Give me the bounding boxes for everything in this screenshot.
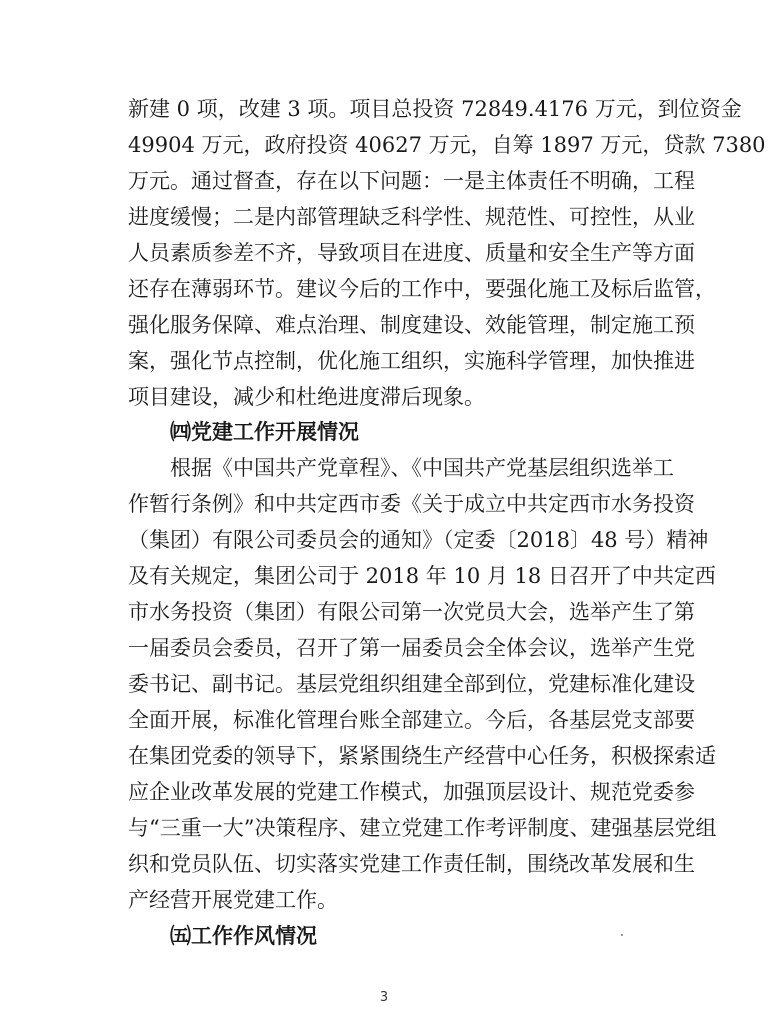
paragraph-line: 一届委员会委员，召开了第一届委员会全体会议，选举产生党 <box>128 636 695 660</box>
paragraph-line: 产经营开展党建工作。 <box>128 888 338 912</box>
paragraph-line: 委书记、副书记。基层党组织组建全部到位，党建标准化建设 <box>128 672 695 696</box>
section-heading: ㈣党建工作开展情况 <box>170 419 359 444</box>
paragraph-line: 新建 0 项，改建 3 项。项目总投资 72849.4176 万元，到位资金 <box>128 97 742 121</box>
paragraph-line: 及有关规定，集团公司于 2018 年 10 月 18 日召开了中共定西 <box>128 564 716 588</box>
paragraph-line: 市水务投资（集团）有限公司第一次党员大会，选举产生了第 <box>128 600 695 624</box>
paragraph-line: 强化服务保障、难点治理、制度建设、效能管理，制定施工预 <box>128 313 695 337</box>
paragraph-line: 与“三重一大”决策程序、建立党建工作考评制度、建强基层党组 <box>128 816 717 840</box>
paragraph-line: 人员素质参差不齐，导致项目在进度、质量和安全生产等方面 <box>128 241 695 265</box>
paragraph-line: （集团）有限公司委员会的通知》（定委〔2018〕48 号）精神 <box>128 528 709 552</box>
paragraph-line: 在集团党委的领导下，紧紧围绕生产经营中心任务，积极探索适 <box>128 744 716 768</box>
paragraph-line: 项目建设，减少和杜绝进度滞后现象。 <box>128 385 485 409</box>
scan-speck <box>621 934 623 936</box>
paragraph-line: 全面开展，标准化管理台账全部建立。今后，各基层党支部要 <box>128 708 695 732</box>
paragraph-line: 万元。通过督查，存在以下问题：一是主体责任不明确，工程 <box>128 169 695 193</box>
paragraph-line: 案，强化节点控制，优化施工组织，实施科学管理，加快推进 <box>128 349 695 373</box>
section-heading: ㈤工作作风情况 <box>170 923 317 948</box>
paragraph-line: 织和党员队伍、切实落实党建工作责任制，围绕改革发展和生 <box>128 852 695 876</box>
paragraph-line: 根据《中国共产党章程》、《中国共产党基层组织选举工 <box>170 456 674 480</box>
paragraph-line: 作暂行条例》和中共定西市委《关于成立中共定西市水务投资 <box>128 492 695 516</box>
paragraph-line: 49904 万元，政府投资 40627 万元，自筹 1897 万元，贷款 7380 <box>128 133 766 157</box>
page-number: 3 <box>379 990 389 1005</box>
paragraph-line: 应企业改革发展的党建工作模式，加强顶层设计、规范党委参 <box>128 780 695 804</box>
paragraph-line: 还存在薄弱环节。建议今后的工作中，要强化施工及标后监管， <box>128 277 716 301</box>
paragraph-line: 进度缓慢；二是内部管理缺乏科学性、规范性、可控性，从业 <box>128 205 695 229</box>
